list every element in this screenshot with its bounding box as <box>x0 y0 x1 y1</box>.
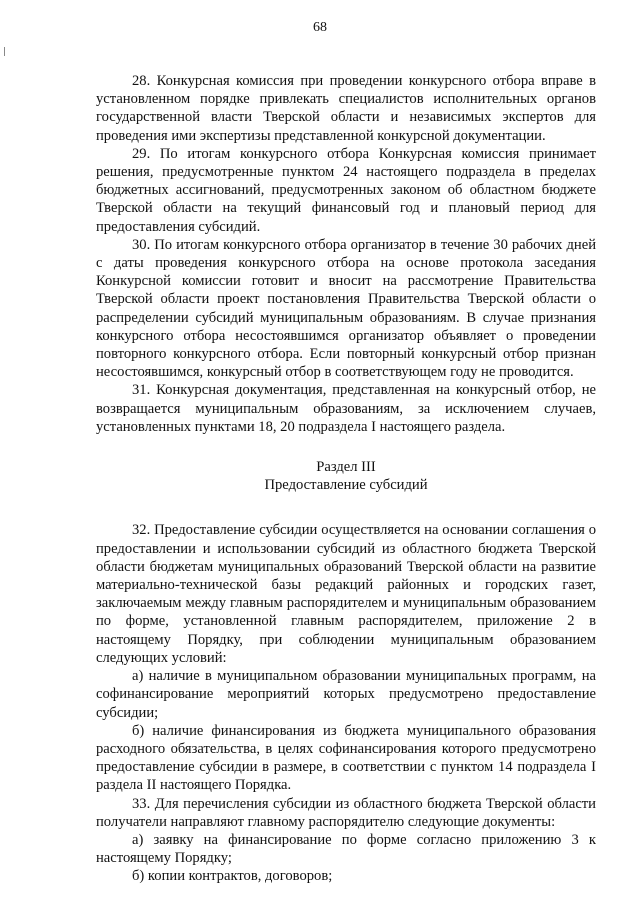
paragraph-28: 28. Конкурсная комиссия при проведении конкурсного отбора вправе в установленном порядке привлекать специалистов исполнительных органов государственной власти Тверской области и независимых экспертов для проведения ими экспертизы представленной конкурсной документации. <box>96 73 596 144</box>
document-body <box>96 72 596 886</box>
paragraph-33-b: б) копии контрактов, договоров; <box>132 868 333 885</box>
section-title: Предоставление субсидий <box>264 477 428 494</box>
paragraph-29: 29. По итогам конкурсного отбора Конкурсная комиссия принимает решения, предусмотренные пунктом 24 настоящего подраздела в пределах бюджетных ассигнований, предусмотренных законом об областном бюджете Тверской области на текущий финансовый год и плановый период для предоставления субсидий. <box>96 145 596 235</box>
section-heading <box>96 458 596 494</box>
paragraph-33: 33. Для перечисления субсидии из областного бюджета Тверской области получатели направляют главному распорядителю следующие документы: <box>96 795 596 830</box>
page-number: 68 <box>313 20 327 35</box>
margin-mark <box>4 47 5 56</box>
paragraph-30: 30. По итогам конкурсного отбора организатор в течение 30 рабочих дней с даты проведения конкурсного отбора на основе протокола заседания Конкурсной комиссии готовит и вносит на рассмотрение Правительства Тверской области проект постановления Правительства Тверской области о распределении субсидий муниципальным образованиям. В случае признания конкурсного отбора несостоявшимся организатор объявляет о проведении повторного конкурсного отбора. Если повторный конкурсный отбор признан несостоявшимся, конкурсный отбор в соответствующем году не проводится. <box>96 236 596 381</box>
paragraph-31: 31. Конкурсная документация, представленная на конкурсный отбор, не возвращается муниципальным образованиям, за исключением случаев, установленных пунктами 18, 20 подраздела I настоящего раздела. <box>96 382 596 435</box>
section-number: Раздел III <box>316 459 376 476</box>
paragraph-33-a: а) заявку на финансирование по форме согласно приложению 3 к настоящему Порядку; <box>96 831 596 867</box>
paragraph-32-a: а) наличие в муниципальном образовании муниципальных программ, на софинансирование мероприятий которых предусмотрено предоставление субсидии; <box>96 668 596 721</box>
paragraph-32-b: б) наличие финансирования из бюджета муниципального образования расходного обязательства, в целях софинансирования которого предусмотрено предоставление субсидии в размере, в соответствии с пунктом 14 подраздела I раздела II настоящего Порядка. <box>96 722 596 794</box>
paragraph-32: 32. Предоставление субсидии осуществляется на основании соглашения о предоставлении и использовании субсидий из областного бюджета Тверской области бюджетам муниципальных образований Тверской области на развитие материально-технической базы редакций районных и городских газет, заключаемым между главным распорядителем и муниципальным образованием по форме, установленной главным распорядителем, приложение 2 в настоящему Порядку, при соблюдении муниципальным образованием следующих условий: <box>96 522 596 666</box>
